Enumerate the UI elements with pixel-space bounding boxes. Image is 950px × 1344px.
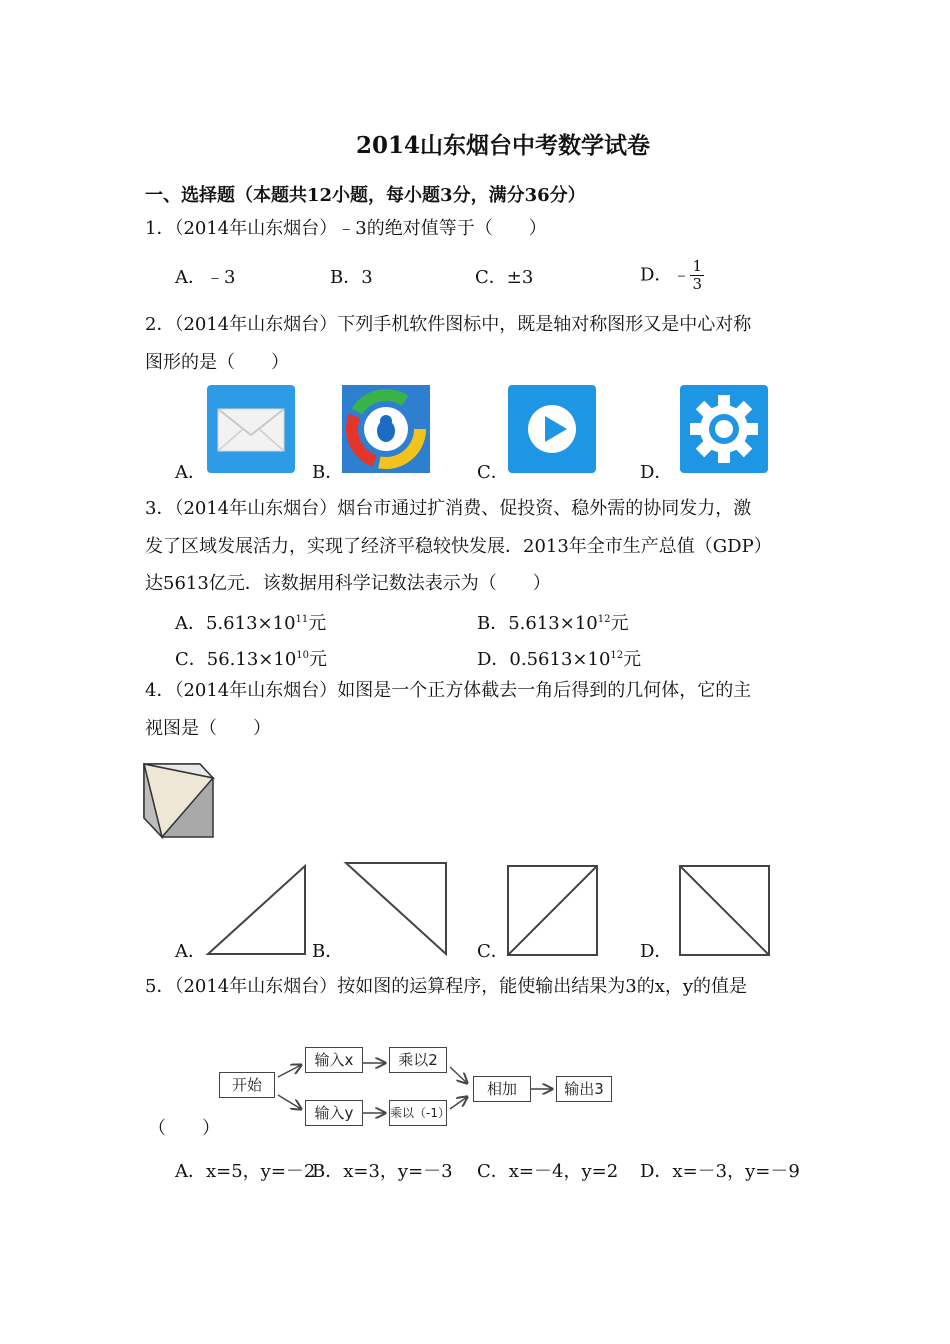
- q5-option-c: C．x=－4，y=2: [477, 1161, 619, 1182]
- flow-add: 相加: [473, 1076, 531, 1102]
- q3-a-exp: 11: [295, 614, 309, 625]
- q1-option-d: [640, 258, 704, 293]
- flow-times-2: 乘以2: [389, 1047, 447, 1073]
- flow-input-x: 输入x: [305, 1047, 363, 1073]
- q1-stem: 1．（2014年山东烟台）﹣3的绝对值等于（ ）: [145, 218, 547, 239]
- q5-option-d: D．x=－3，y=－9: [640, 1161, 800, 1182]
- q4-option-c-figure: [506, 864, 600, 958]
- play-icon: [508, 385, 596, 473]
- q3-a-base: A．5.613×10: [175, 613, 296, 634]
- fraction-denominator: 3: [692, 275, 702, 293]
- flow-input-y: 输入y: [305, 1100, 363, 1126]
- q3-c-exp: 10: [296, 650, 310, 661]
- q5-paren: （ ）: [148, 1118, 220, 1139]
- mail-icon: [207, 385, 295, 473]
- flow-times-neg1: 乘以（-1）: [389, 1100, 447, 1126]
- q2-stem-line1: 2．（2014年山东烟台）下列手机软件图标中，既是轴对称图形又是中心对称: [145, 314, 752, 335]
- q2-label-c: C．: [477, 462, 509, 483]
- q3-stem-line2: 发了区域发展活力，实现了经济平稳较快发展．2013年全市生产总值（GDP）: [145, 536, 772, 557]
- q3-option-d: [477, 644, 641, 672]
- q3-b-unit: 元: [610, 613, 629, 634]
- q3-stem-line1: 3．（2014年山东烟台）烟台市通过扩消费、促投资、稳外需的协同发力，激: [145, 498, 752, 519]
- page-title: 2014山东烟台中考数学试卷: [355, 132, 650, 159]
- q1-option-a: A．﹣3: [175, 267, 236, 288]
- q5-option-b: B．x=3，y=－3: [312, 1161, 453, 1182]
- q3-b-exp: 12: [597, 614, 611, 625]
- q4-stem-line2: 视图是（ ）: [145, 718, 271, 739]
- q4-label-a: A．: [175, 941, 206, 962]
- flow-output: 输出3: [556, 1076, 612, 1102]
- q4-label-b: B．: [312, 941, 344, 962]
- q1-option-c: C．±3: [475, 267, 534, 288]
- q3-d-unit: 元: [623, 649, 642, 670]
- q2-label-b: B．: [312, 462, 344, 483]
- q1-option-d-sign: ﹣: [672, 264, 691, 286]
- q5-stem: 5．（2014年山东烟台）按如图的运算程序，能使输出结果为3的x，y的值是: [145, 976, 748, 997]
- section-heading: 一、选择题（本题共12小题，每小题3分，满分36分）: [145, 185, 586, 206]
- q2-label-d: D．: [640, 462, 673, 483]
- q3-b-base: B．5.613×10: [477, 613, 598, 634]
- q3-c-unit: 元: [309, 649, 328, 670]
- q3-stem-line3: 达5613亿元．该数据用科学记数法表示为（ ）: [145, 573, 551, 594]
- q4-option-d-figure: [678, 864, 772, 958]
- cut-cube-figure: [140, 760, 220, 842]
- q2-label-a: A．: [175, 462, 206, 483]
- q3-c-base: C．56.13×10: [175, 649, 297, 670]
- gear-icon: [680, 385, 768, 473]
- q1-option-b: B．3: [330, 267, 373, 288]
- q1-option-d-label: D．: [640, 264, 673, 286]
- q4-option-a-figure: [205, 862, 309, 958]
- q3-option-c: [175, 644, 327, 672]
- q3-option-b: [477, 608, 628, 636]
- q4-label-d: D．: [640, 941, 673, 962]
- q3-d-exp: 12: [610, 650, 624, 661]
- qq-news-icon: [342, 385, 430, 473]
- q4-stem-line1: 4．（2014年山东烟台）如图是一个正方体截去一角后得到的几何体，它的主: [145, 680, 752, 701]
- flow-start: 开始: [219, 1072, 275, 1098]
- q3-d-base: D．0.5613×10: [477, 649, 611, 670]
- q2-stem-line2: 图形的是（ ）: [145, 352, 289, 373]
- q1-fraction: [690, 258, 704, 293]
- q3-a-unit: 元: [308, 613, 327, 634]
- q3-option-a: [175, 608, 326, 636]
- q5-option-a: A．x=5，y=－2: [175, 1161, 316, 1182]
- fraction-numerator: 1: [692, 257, 702, 275]
- q4-label-c: C．: [477, 941, 509, 962]
- q4-option-b-figure: [343, 860, 449, 958]
